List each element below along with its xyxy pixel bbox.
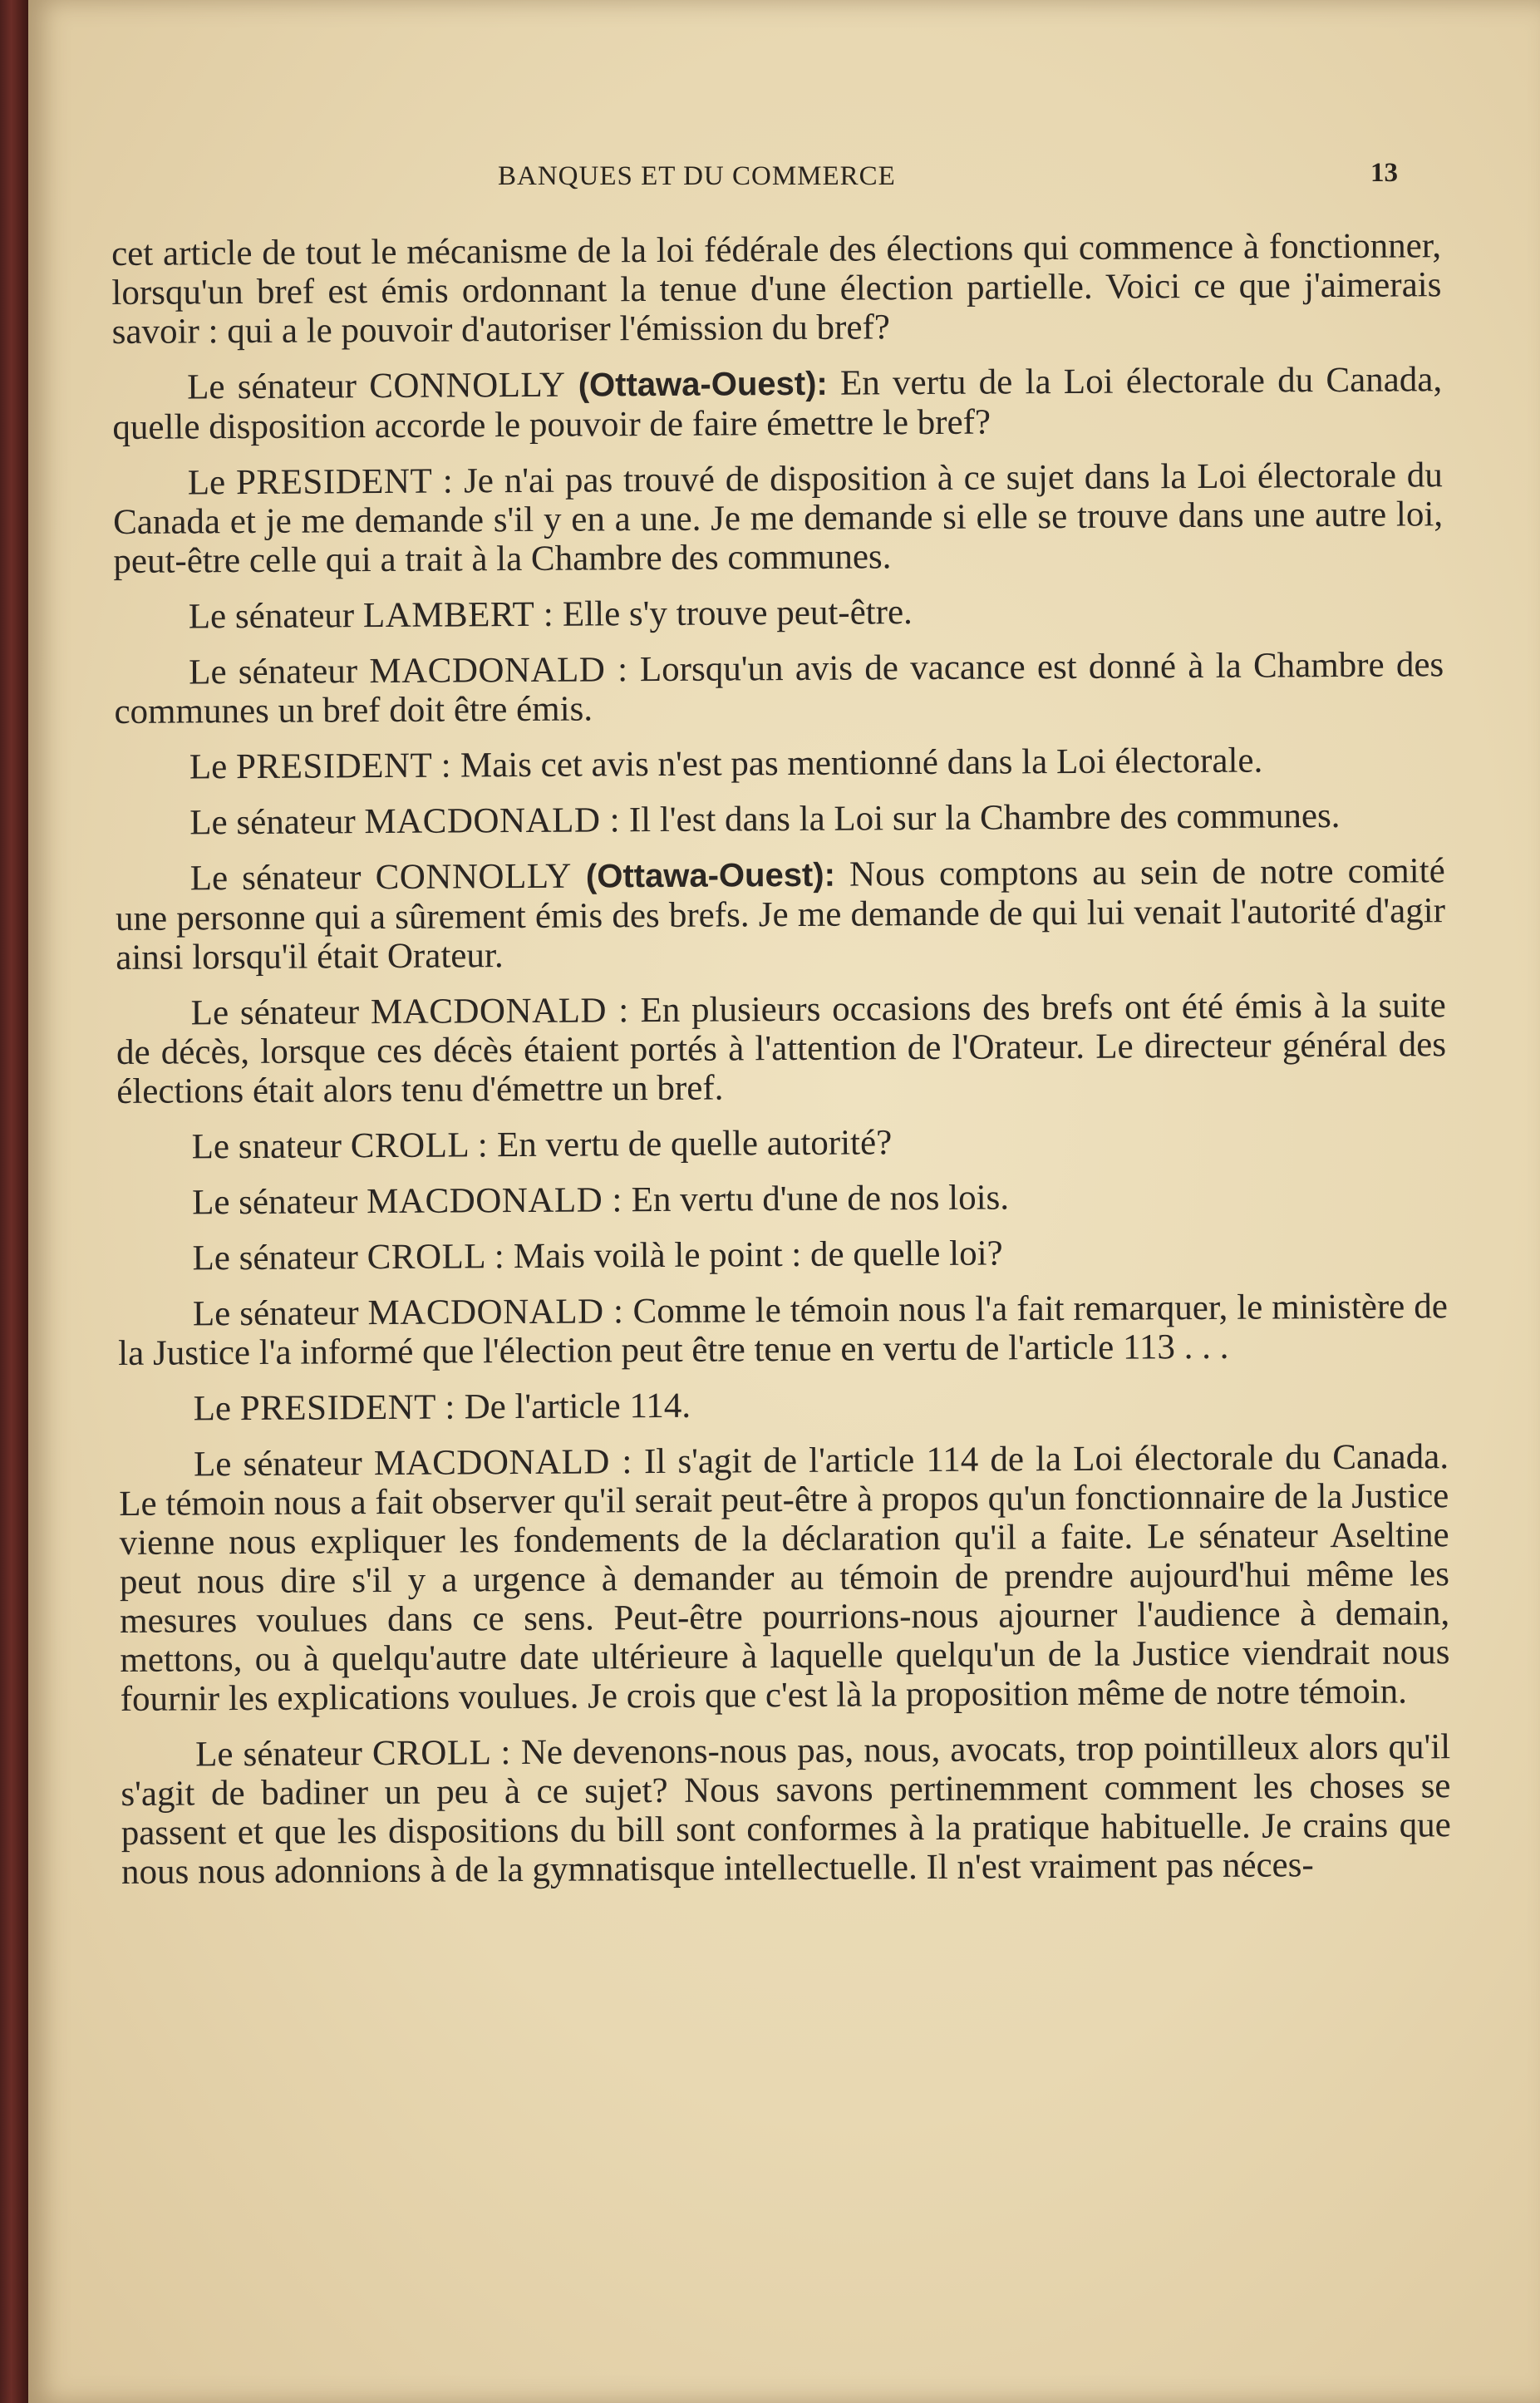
page-number: 13 <box>1370 158 1398 188</box>
speaker-name: PRESIDENT : <box>239 1387 456 1429</box>
paragraph-continuation <box>111 226 1442 352</box>
paragraph-text: Mais cet avis n'est pas mentionné dans la Loi électorale. <box>460 741 1263 785</box>
speaker-prefix: Le <box>187 463 226 503</box>
speaker-name: CONNOLLY <box>369 365 566 406</box>
speaker-prefix: Le sénateur <box>186 367 357 407</box>
speaker-prefix: Le <box>189 747 228 787</box>
paragraph-text: Mais voilà le point : de quelle loi? <box>513 1234 1003 1277</box>
speaker-prefix: Le sénateur <box>189 858 362 899</box>
speaker-prefix: Le <box>193 1389 232 1429</box>
paragraph-text: Nous comptons au sein de notre comité une personne qui a sûrement émis des brefs. Je me demande de qui lui venait l'autorité d'agir ainsi lorsqu'il était Orateur. <box>115 851 1446 977</box>
speaker-name: MACDONALD : <box>364 800 621 842</box>
paragraph-text: Il l'est dans la Loi sur la Chambre des communes. <box>628 795 1341 840</box>
speaker-constituency: (Ottawa-Ouest): <box>578 365 828 404</box>
book-spine-edge <box>0 0 28 2403</box>
speaker-name: MACDONALD : <box>370 991 629 1032</box>
paragraph-text: En vertu de quelle autorité? <box>496 1123 893 1165</box>
speaker-prefix: Le sénateur <box>189 652 358 692</box>
paragraph-text: Il s'agit de l'article 114 de la Loi électorale du Canada. Le témoin nous a fait observer qu'il serait peut-être à propos qu'un fonctionnaire de la Justice vienne nous expliquer les fondements de la déclaration qu'il a faite. Le sénateur Aseltine peut nous dire s'il y a urgence à demander au témoin de prendre aujourd'hui même les mesures voulues dans ce sens. Peut-être pourrions-nous ajourner l'audience à demain, mettons, ou à quelqu'autre date ultérieure à laquelle quelqu'un de la Justice viendrait nous fournir les explications voulues. Je crois que c'est là la proposition même de notre témoin. <box>119 1437 1450 1719</box>
paragraph-text: En vertu de la Loi électorale du Canada, quelle disposition accorde le pouvoir de faire émettre le bref? <box>112 360 1443 447</box>
paragraph-text: En vertu d'une de nos lois. <box>631 1178 1010 1220</box>
speaker-prefix: Le sénateur <box>189 802 356 843</box>
paragraph-speech <box>114 645 1444 731</box>
speaker-name: CROLL : <box>350 1125 489 1166</box>
paragraph-speech <box>121 1727 1451 1892</box>
paragraph-text: Comme le témoin nous l'a fait remarquer, le ministère de la Justice l'a informé que l'élection peut être tenue en vertu de l'article 113 . . . <box>118 1287 1449 1373</box>
paragraph-speech <box>118 1287 1449 1373</box>
speaker-prefix: Le sénateur <box>195 1734 363 1775</box>
speaker-prefix: Le snateur <box>191 1126 342 1167</box>
paragraph-speech <box>117 1231 1447 1278</box>
speaker-name: MACDONALD : <box>369 650 628 692</box>
speaker-prefix: Le sénateur <box>193 1444 362 1485</box>
speaker-prefix: Le sénateur <box>192 1293 359 1334</box>
speaker-name: CROLL : <box>371 1733 511 1774</box>
speaker-prefix: Le sénateur <box>188 596 355 637</box>
paragraph-speech <box>118 1381 1448 1429</box>
transcript-body <box>111 226 1451 1908</box>
speaker-prefix: Le sénateur <box>190 992 360 1033</box>
speaker-prefix: Le sénateur <box>191 1182 358 1223</box>
speaker-name: PRESIDENT : <box>235 746 452 787</box>
paragraph-speech <box>117 1175 1447 1223</box>
paragraph-speech <box>114 589 1444 637</box>
paragraph-speech <box>112 360 1443 447</box>
paragraph-text: Je n'ai pas trouvé de disposition à ce sujet dans la Loi électorale du Canada et je me demande s'il y en a une. Je me demande si elle se trouve dans une autre loi, peut-être celle qui a trait à la Chambre des communes. <box>112 455 1444 581</box>
paragraph-speech <box>115 795 1444 843</box>
paragraph-text: De l'article 114. <box>464 1386 691 1427</box>
running-header <box>28 155 1540 204</box>
speaker-name: LAMBERT : <box>362 594 554 636</box>
running-title: BANQUES ET DU COMMERCE <box>498 161 896 191</box>
speaker-constituency: (Ottawa-Ouest): <box>585 856 836 895</box>
speaker-name: CONNOLLY <box>375 856 572 898</box>
speaker-name: MACDONALD : <box>373 1442 633 1484</box>
paragraph-text: En plusieurs occasions des brefs ont été émis à la suite de décès, lorsque ces décès étaient portés à l'attention de l'Orateur. Le directeur général des élections était alors tenu d'émettre un bref. <box>116 986 1447 1111</box>
paragraph-speech <box>113 455 1444 581</box>
paragraph-text: Ne devenons-nous pas, nous, avocats, trop pointilleux alors qu'il s'agit de badiner un peu à ce sujet? Nous savons pertinemment comment les choses se passent et que les dispositions du bill sont conformes à la pratique habituelle. Je crains que nous nous adonnions à de la gymnatisque intellectuelle. Il n'est vraiment pas néces- <box>121 1727 1451 1892</box>
speaker-name: MACDONALD : <box>367 1292 624 1333</box>
book-page <box>28 0 1540 2403</box>
speaker-prefix: Le sénateur <box>192 1238 359 1278</box>
paragraph-text: Lorsqu'un avis de vacance est donné à la Chambre des communes un bref doit être émis. <box>114 645 1444 731</box>
speaker-name: CROLL : <box>367 1237 505 1278</box>
paragraph-speech <box>115 740 1444 787</box>
paragraph-speech <box>116 851 1446 977</box>
paragraph-text: Elle s'y trouve peut-être. <box>562 593 913 634</box>
paragraph-speech <box>119 1437 1450 1719</box>
speaker-name: PRESIDENT : <box>235 461 454 503</box>
paragraph-text: cet article de tout le mécanisme de la loi fédérale des élections qui commence à fonctionner, lorsqu'un bref est émis ordonnant la tenue d'une élection partielle. Voici ce que j'aimerais savoir : qui a le pouvoir d'autoriser l'émission du bref? <box>111 226 1442 352</box>
paragraph-speech <box>116 986 1447 1111</box>
paragraph-speech <box>117 1120 1447 1167</box>
speaker-name: MACDONALD : <box>367 1180 623 1222</box>
